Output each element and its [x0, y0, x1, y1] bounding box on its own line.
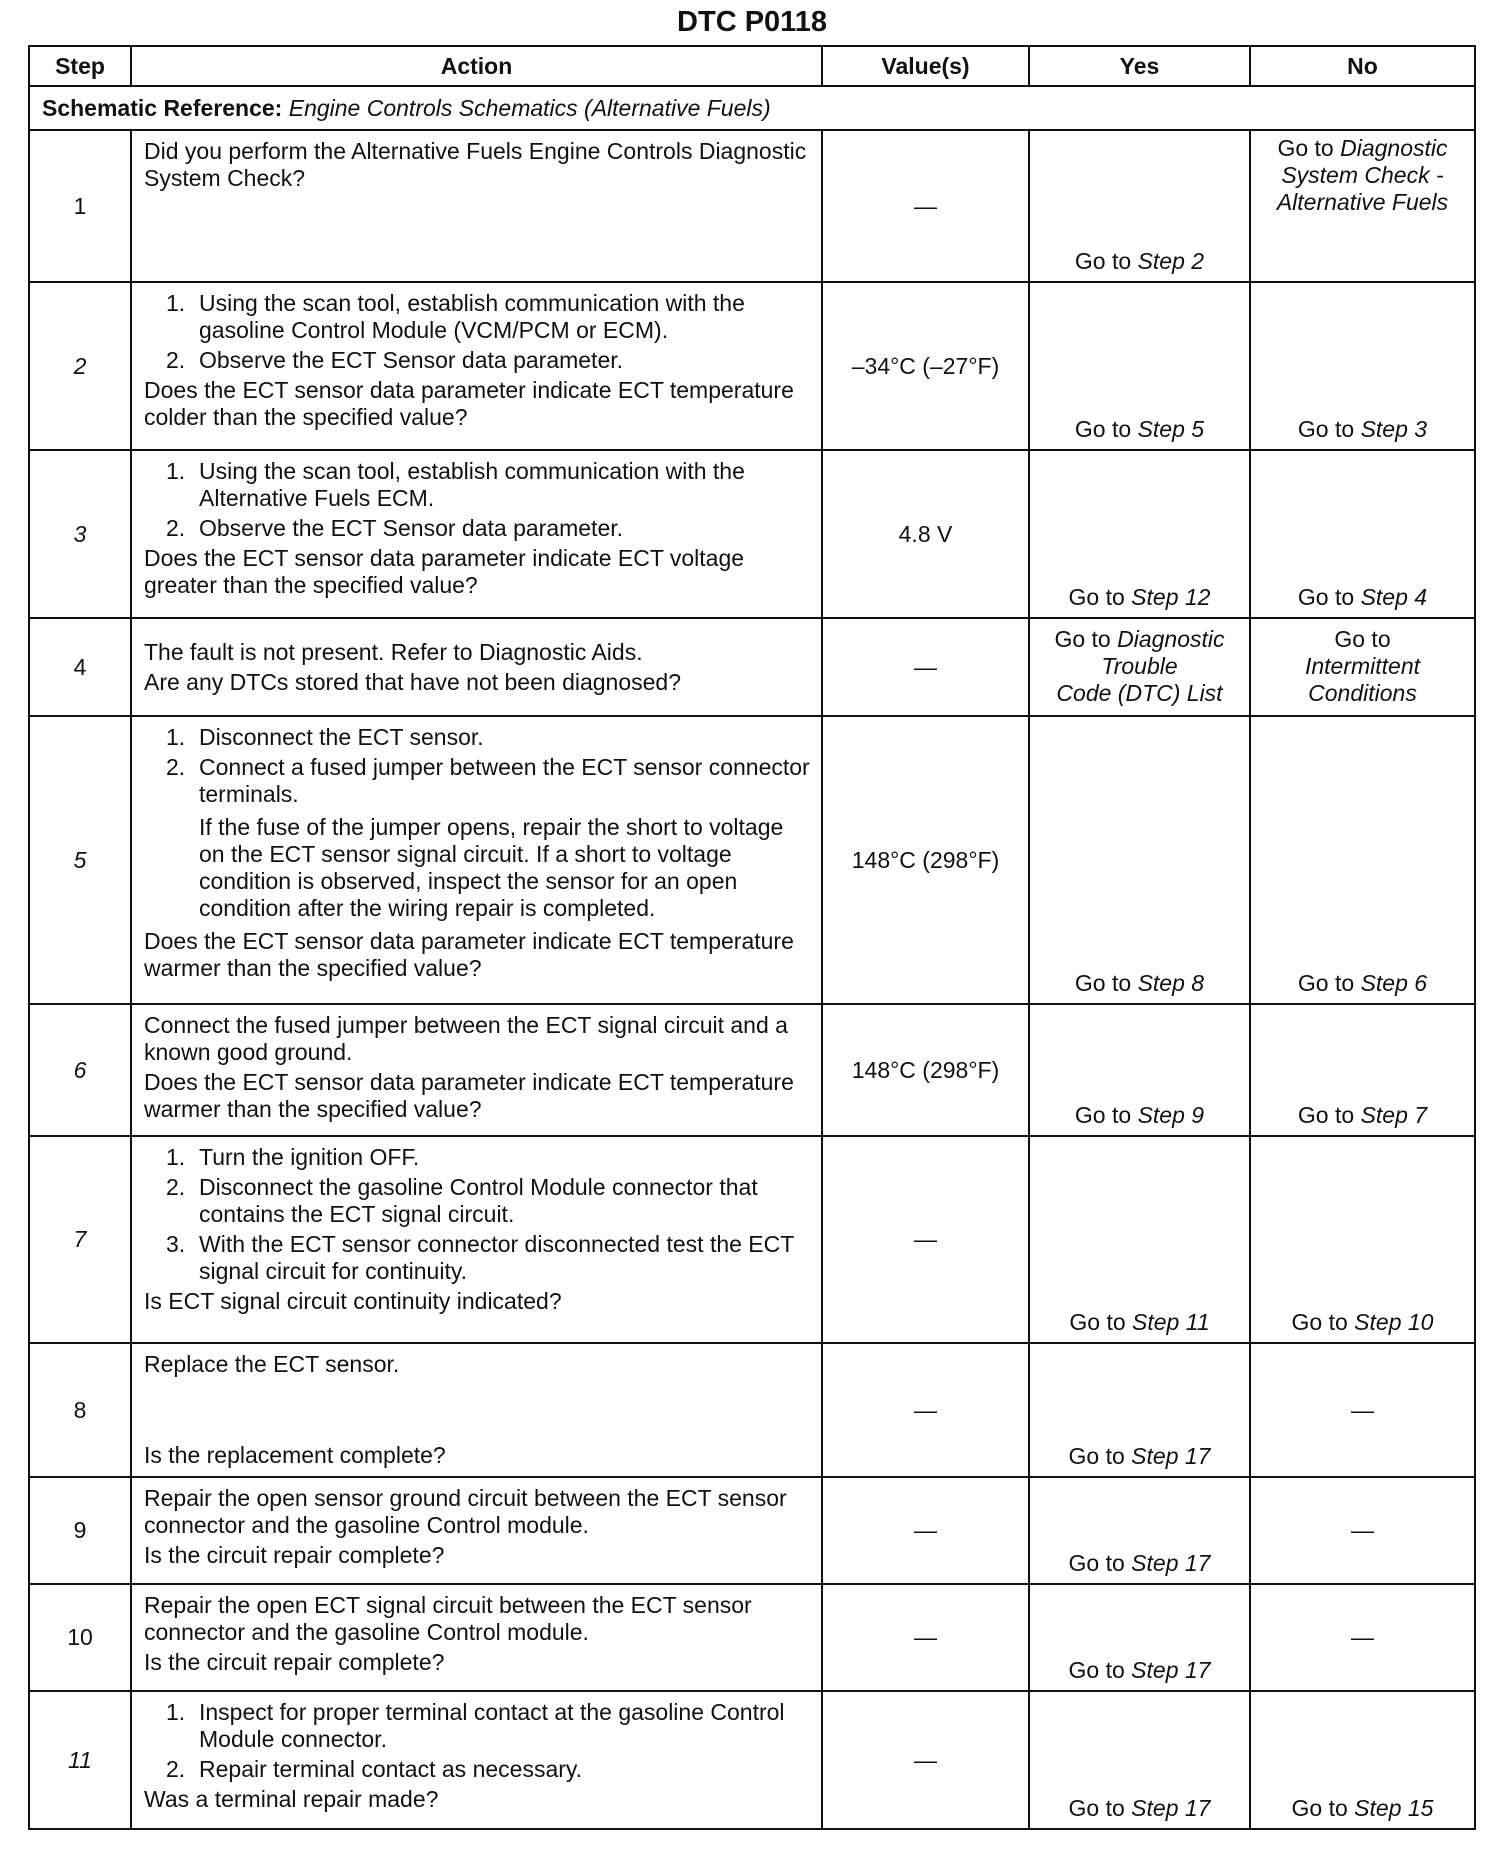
no-cell	[1250, 130, 1475, 282]
goto-step: Step 12	[1131, 584, 1211, 610]
action-question: Is the replacement complete?	[144, 1442, 446, 1468]
action-note: If the fuse of the jumper opens, repair the short to voltage on the ECT sensor signal circuit. If a short to voltage condition is observed, inspect the sensor for an open condition after the wiring repair is completed.	[199, 814, 784, 921]
yes-cell	[1029, 1477, 1250, 1584]
table-row	[29, 1691, 1475, 1829]
goto-label: Go to	[1054, 625, 1111, 652]
goto-label: Go to	[1068, 584, 1125, 610]
goto-step: Step 10	[1354, 1309, 1434, 1335]
step-number: 1	[29, 130, 131, 282]
header-no: No	[1250, 46, 1475, 86]
goto-step: Step 7	[1360, 1102, 1428, 1128]
action-cell: 1. Using the scan tool, establish communication with the gasoline Control Module (VCM/PCM or ECM). 2. Observe the ECT Sensor data parameter. Does the ECT sensor data parameter indicate ECT temperature colder than the specified value?	[131, 282, 822, 450]
table-row	[29, 130, 1475, 282]
goto-step: Step 15	[1354, 1795, 1434, 1821]
goto-ref: System Check -	[1281, 162, 1444, 188]
goto-label: Go to	[1068, 1443, 1125, 1469]
action-text: Replace the ECT sensor.	[144, 1351, 400, 1377]
table-row	[29, 1343, 1475, 1477]
goto-label: Go to	[1277, 135, 1334, 161]
goto-label: Go to	[1068, 1550, 1125, 1576]
no-cell: —	[1250, 1584, 1475, 1691]
action-step: With the ECT sensor connector disconnected test the ECT signal circuit for continuity.	[199, 1231, 794, 1284]
no-cell	[1250, 1136, 1475, 1343]
action-step: Repair terminal contact as necessary.	[199, 1756, 583, 1782]
step-number: 8	[29, 1343, 131, 1477]
no-cell	[1250, 618, 1475, 716]
goto-label: Go to	[1291, 1309, 1348, 1335]
action-cell: 1. Turn the ignition OFF. 2. Disconnect the gasoline Control Module connector that contains the ECT signal circuit. 3. With the ECT sensor connector disconnected test the ECT signal circuit for continuity. Is ECT signal circuit continuity indicated?	[131, 1136, 822, 1343]
value-cell: —	[822, 130, 1029, 282]
yes-cell	[1029, 1343, 1250, 1477]
value-cell: 148°C (298°F)	[822, 1004, 1029, 1136]
goto-label: Go to	[1074, 416, 1132, 442]
goto-ref: Intermittent	[1304, 652, 1421, 679]
goto-step: Step 17	[1131, 1795, 1211, 1821]
table-row	[29, 282, 1475, 450]
action-question: Is the circuit repair complete?	[144, 1542, 445, 1568]
yes-cell	[1029, 1004, 1250, 1136]
goto-label: Go to	[1297, 1102, 1355, 1128]
action-question: Are any DTCs stored that have not been diagnosed?	[144, 668, 682, 695]
goto-ref: Code (DTC) List	[1056, 679, 1223, 706]
value-cell: –34°C (–27°F)	[822, 282, 1029, 450]
action-question: Does the ECT sensor data parameter indicate ECT temperature warmer than the specified value?	[144, 928, 794, 981]
header-values: Value(s)	[822, 46, 1029, 86]
no-cell	[1250, 282, 1475, 450]
action-step: Disconnect the ECT sensor.	[199, 724, 484, 750]
action-cell	[131, 1584, 822, 1691]
goto-label: Go to	[1074, 970, 1132, 996]
goto-ref: Trouble	[1101, 652, 1178, 679]
yes-cell	[1029, 450, 1250, 618]
goto-label: Go to	[1074, 248, 1132, 274]
yes-cell	[1029, 130, 1250, 282]
goto-ref: Diagnostic	[1117, 625, 1225, 652]
table-row	[29, 450, 1475, 618]
goto-ref: Diagnostic	[1340, 135, 1448, 161]
goto-label: Go to	[1074, 1102, 1132, 1128]
action-text: The fault is not present. Refer to Diagnostic Aids.	[144, 638, 643, 665]
table-row	[29, 618, 1475, 716]
diagnostic-table	[28, 45, 1476, 1830]
value-cell: 4.8 V	[822, 450, 1029, 618]
step-number: 6	[29, 1004, 131, 1136]
yes-cell	[1029, 1136, 1250, 1343]
action-cell: 1. Inspect for proper terminal contact at the gasoline Control Module connector. 2. Repair terminal contact as necessary. Was a terminal repair made?	[131, 1691, 822, 1829]
step-number: 7	[29, 1136, 131, 1343]
goto-label: Go to	[1068, 1795, 1125, 1821]
goto-step: Step 11	[1132, 1309, 1210, 1335]
no-cell	[1250, 450, 1475, 618]
value-cell: —	[822, 1691, 1029, 1829]
header-yes: Yes	[1029, 46, 1250, 86]
action-cell	[131, 1343, 822, 1477]
action-question: Is ECT signal circuit continuity indicated?	[144, 1288, 562, 1314]
table-row	[29, 1477, 1475, 1584]
goto-step: Step 5	[1137, 416, 1205, 442]
goto-step: Step 2	[1137, 248, 1205, 274]
action-question: Does the ECT sensor data parameter indicate ECT temperature colder than the specified value?	[144, 377, 794, 430]
goto-step: Step 8	[1137, 970, 1205, 996]
schematic-ref: Engine Controls Schematics (Alternative Fuels)	[288, 94, 771, 121]
goto-step: Step 17	[1131, 1550, 1211, 1576]
step-number: 10	[29, 1584, 131, 1691]
goto-label: Go to	[1291, 1795, 1348, 1821]
action-question: Does the ECT sensor data parameter indicate ECT temperature warmer than the specified value?	[144, 1069, 794, 1122]
step-number: 11	[29, 1691, 131, 1829]
action-cell	[131, 618, 822, 716]
action-step: Using the scan tool, establish communication with the Alternative Fuels ECM.	[199, 458, 745, 511]
no-cell: —	[1250, 1477, 1475, 1584]
action-step: Using the scan tool, establish communication with the gasoline Control Module (VCM/PCM or ECM).	[199, 290, 745, 343]
step-number: 9	[29, 1477, 131, 1584]
value-cell: —	[822, 1343, 1029, 1477]
goto-step: Step 6	[1360, 970, 1428, 996]
action-question: Is the circuit repair complete?	[144, 1649, 445, 1675]
action-step: Connect a fused jumper between the ECT sensor connector terminals.	[199, 754, 810, 807]
step-number: 2	[29, 282, 131, 450]
goto-label: Go to	[1297, 584, 1355, 610]
action-cell: 1. Disconnect the ECT sensor. 2. Connect a fused jumper between the ECT sensor connector terminals. If the fuse of the jumper opens, repair the short to voltage on the ECT sensor signal circuit. If a short to voltage condition is observed, inspect the sensor for an open condition after the wiring repair is completed. Does the ECT sensor data parameter indicate ECT temperature warmer than the specified value?	[131, 716, 822, 1004]
action-cell	[131, 1004, 822, 1136]
table-row	[29, 1136, 1475, 1343]
yes-cell	[1029, 1691, 1250, 1829]
action-question: Does the ECT sensor data parameter indicate ECT voltage greater than the specified value?	[144, 545, 745, 598]
table-row	[29, 1004, 1475, 1136]
value-cell: —	[822, 618, 1029, 716]
schematic-label: Schematic Reference:	[42, 94, 283, 121]
yes-cell	[1029, 282, 1250, 450]
schematic-row	[29, 86, 1475, 130]
goto-label: Go to	[1068, 1657, 1125, 1683]
table-row	[29, 1584, 1475, 1691]
page-title: DTC P0118	[677, 6, 827, 38]
goto-label: Go to	[1297, 970, 1355, 996]
goto-step: Step 3	[1360, 416, 1428, 442]
action-step: Disconnect the gasoline Control Module connector that contains the ECT signal circuit.	[199, 1174, 758, 1227]
yes-cell	[1029, 716, 1250, 1004]
step-number: 5	[29, 716, 131, 1004]
action-step: Inspect for proper terminal contact at the gasoline Control Module connector.	[199, 1699, 785, 1752]
goto-label: Go to	[1069, 1309, 1126, 1335]
no-cell: —	[1250, 1343, 1475, 1477]
no-cell	[1250, 716, 1475, 1004]
goto-step: Step 17	[1131, 1443, 1211, 1469]
step-number: 4	[29, 618, 131, 716]
value-cell: 148°C (298°F)	[822, 716, 1029, 1004]
value-cell: —	[822, 1477, 1029, 1584]
action-cell: 1. Using the scan tool, establish communication with the Alternative Fuels ECM. 2. Observe the ECT Sensor data parameter. Does the ECT sensor data parameter indicate ECT voltage greater than the specified value?	[131, 450, 822, 618]
goto-ref: Conditions	[1308, 679, 1417, 706]
header-row	[29, 46, 1475, 86]
action-text: Repair the open ECT signal circuit between the ECT sensor connector and the gasoline Control module.	[144, 1592, 752, 1645]
no-cell	[1250, 1004, 1475, 1136]
header-action: Action	[131, 46, 822, 86]
value-cell: —	[822, 1584, 1029, 1691]
action-question: Did you perform the Alternative Fuels Engine Controls Diagnostic System Check?	[144, 138, 807, 191]
yes-cell	[1029, 1584, 1250, 1691]
value-cell: —	[822, 1136, 1029, 1343]
goto-label: Go to	[1334, 625, 1391, 652]
goto-step: Step 4	[1360, 584, 1428, 610]
goto-step: Step 17	[1131, 1657, 1211, 1683]
no-cell	[1250, 1691, 1475, 1829]
step-number: 3	[29, 450, 131, 618]
action-step: Observe the ECT Sensor data parameter.	[199, 347, 624, 373]
action-cell	[131, 130, 822, 282]
action-text: Repair the open sensor ground circuit between the ECT sensor connector and the gasoline Control module.	[144, 1485, 787, 1538]
action-step: Turn the ignition OFF.	[199, 1144, 420, 1170]
goto-ref: Alternative Fuels	[1276, 189, 1449, 215]
goto-label: Go to	[1297, 416, 1355, 442]
goto-step: Step 9	[1137, 1102, 1205, 1128]
action-cell	[131, 1477, 822, 1584]
action-text: Connect the fused jumper between the ECT signal circuit and a known good ground.	[144, 1012, 788, 1065]
schematic-reference	[29, 86, 1475, 130]
action-question: Was a terminal repair made?	[144, 1786, 439, 1812]
yes-cell	[1029, 618, 1250, 716]
table-row	[29, 716, 1475, 1004]
action-step: Observe the ECT Sensor data parameter.	[199, 515, 624, 541]
header-step: Step	[29, 46, 131, 86]
